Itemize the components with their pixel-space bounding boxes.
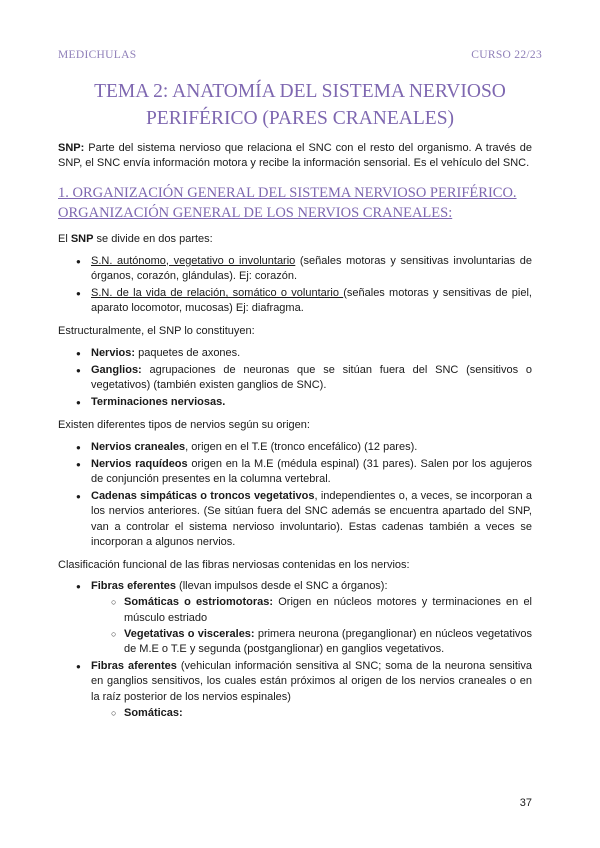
snp-term: SNP: xyxy=(58,142,85,154)
divide-intro xyxy=(58,232,532,247)
item-bold: Ganglios: xyxy=(91,363,142,376)
page-number: 37 xyxy=(519,797,532,809)
structure-list xyxy=(58,346,532,411)
sublist-item xyxy=(91,627,532,657)
item-bold: Somáticas o estriomotoras: xyxy=(124,596,274,609)
header-left: MEDICHULAS xyxy=(58,49,137,61)
title-line-2: PERIFÉRICO (PARES CRANEALES) xyxy=(145,108,455,129)
list-item xyxy=(58,457,532,487)
item-bold: Vegetativas o viscerales: xyxy=(124,627,255,640)
item-text: , origen en el T.E (tronco encefálico) (12 pares). xyxy=(185,440,418,453)
list-item xyxy=(58,440,532,455)
divide-pre: El xyxy=(58,233,71,246)
divide-list xyxy=(58,254,532,317)
list-item xyxy=(58,254,532,284)
item-bold: Nervios: xyxy=(91,346,136,359)
list-item xyxy=(58,346,532,361)
list-item xyxy=(58,579,532,657)
item-text: (llevan impulsos desde el SNC a órganos): xyxy=(175,580,388,593)
item-text: agrupaciones de neuronas que se sitúan fuera del SNC (sensitivos o vegetativos) (también existen ganglios de SNC). xyxy=(91,363,532,392)
item-underlined: S.N. de la vida de relación, somático o voluntario xyxy=(91,287,344,300)
sublist-item xyxy=(91,706,532,721)
header-right: CURSO 22/23 xyxy=(471,49,542,61)
item-bold: Nervios craneales xyxy=(91,440,186,453)
item-text: (vehiculan información sensitiva al SNC; soma de la neurona sensitiva en ganglios sensitivos, los cuales están próximos al origen de los nervios craneales o en la raíz posterior de los nervios espinales) xyxy=(91,660,532,703)
page-title xyxy=(58,78,542,132)
divide-bold: SNP xyxy=(70,233,94,246)
classification-list xyxy=(58,579,532,721)
item-text: Origen en núcleos motores y terminaciones en el músculo estriado xyxy=(124,596,533,624)
item-text: (señales motoras y sensitivas de piel, aparato locomotor, mucosas) Ej: diafragma. xyxy=(91,287,532,315)
efferent-sublist xyxy=(91,595,532,657)
list-item xyxy=(58,489,532,550)
item-bold: Terminaciones nerviosas. xyxy=(91,396,226,409)
item-text: origen en la M.E (médula espinal) (31 pares). Salen por los agujeros de conjunción presentes en la columna vertebral. xyxy=(91,457,532,486)
structure-intro: Estructuralmente, el SNP lo constituyen: xyxy=(58,325,255,338)
section-heading xyxy=(58,183,532,223)
list-item xyxy=(58,363,532,393)
types-intro: Existen diferentes tipos de nervios según su origen: xyxy=(58,419,310,432)
item-underlined: S.N. autónomo, vegetativo o involuntario xyxy=(91,254,296,267)
snp-definition xyxy=(58,141,532,171)
classification-intro: Clasificación funcional de las fibras nerviosas contenidas en los nervios: xyxy=(58,559,410,572)
afferent-sublist xyxy=(91,706,532,721)
item-text: paquetes de axones. xyxy=(135,346,241,359)
list-item xyxy=(58,286,532,316)
item-text: (señales motoras y sensitivas involuntarias de órganos, corazón, glándulas). Ej: corazón. xyxy=(91,254,532,282)
document-body xyxy=(58,141,532,723)
item-text: primera neurona (preganglionar) en núcleos vegetativos de M.E o T.E y segunda (postganglionar) en ganglios vegetativos. xyxy=(124,627,532,656)
types-list xyxy=(58,440,532,550)
title-line-1: TEMA 2: ANATOMÍA DEL SISTEMA NERVIOSO xyxy=(94,81,506,102)
item-bold: Nervios raquídeos xyxy=(91,457,188,470)
item-bold: Cadenas simpáticas o troncos vegetativos xyxy=(91,490,315,503)
divide-post: se divide en dos partes: xyxy=(93,233,213,246)
list-item xyxy=(58,659,532,721)
sublist-item xyxy=(91,595,532,625)
section-heading-line-2: ORGANIZACIÓN GENERAL DE LOS NERVIOS CRANEALES: xyxy=(58,205,453,222)
item-bold: Fibras aferentes xyxy=(91,660,177,673)
item-bold: Fibras eferentes xyxy=(91,580,176,593)
item-bold: Somáticas: xyxy=(124,706,183,719)
item-text: , independientes o, a veces, se incorporan a los nervios anteriores. (Se sitúan fuera del SNC además se encuentra apartado del SNP, van a controlar el sistema nervioso involuntario). Estas cadenas también a veces se incorporan a algunos nervios. xyxy=(91,490,532,548)
snp-text: Parte del sistema nervioso que relaciona el SNC con el resto del organismo. A través de SNP, el SNC envía información motora y recibe la información sensorial. Es el vehículo del SNC. xyxy=(58,142,532,170)
list-item xyxy=(58,395,532,410)
section-heading-line-1: 1. ORGANIZACIÓN GENERAL DEL SISTEMA NERVIOSO PERIFÉRICO. xyxy=(58,185,517,202)
